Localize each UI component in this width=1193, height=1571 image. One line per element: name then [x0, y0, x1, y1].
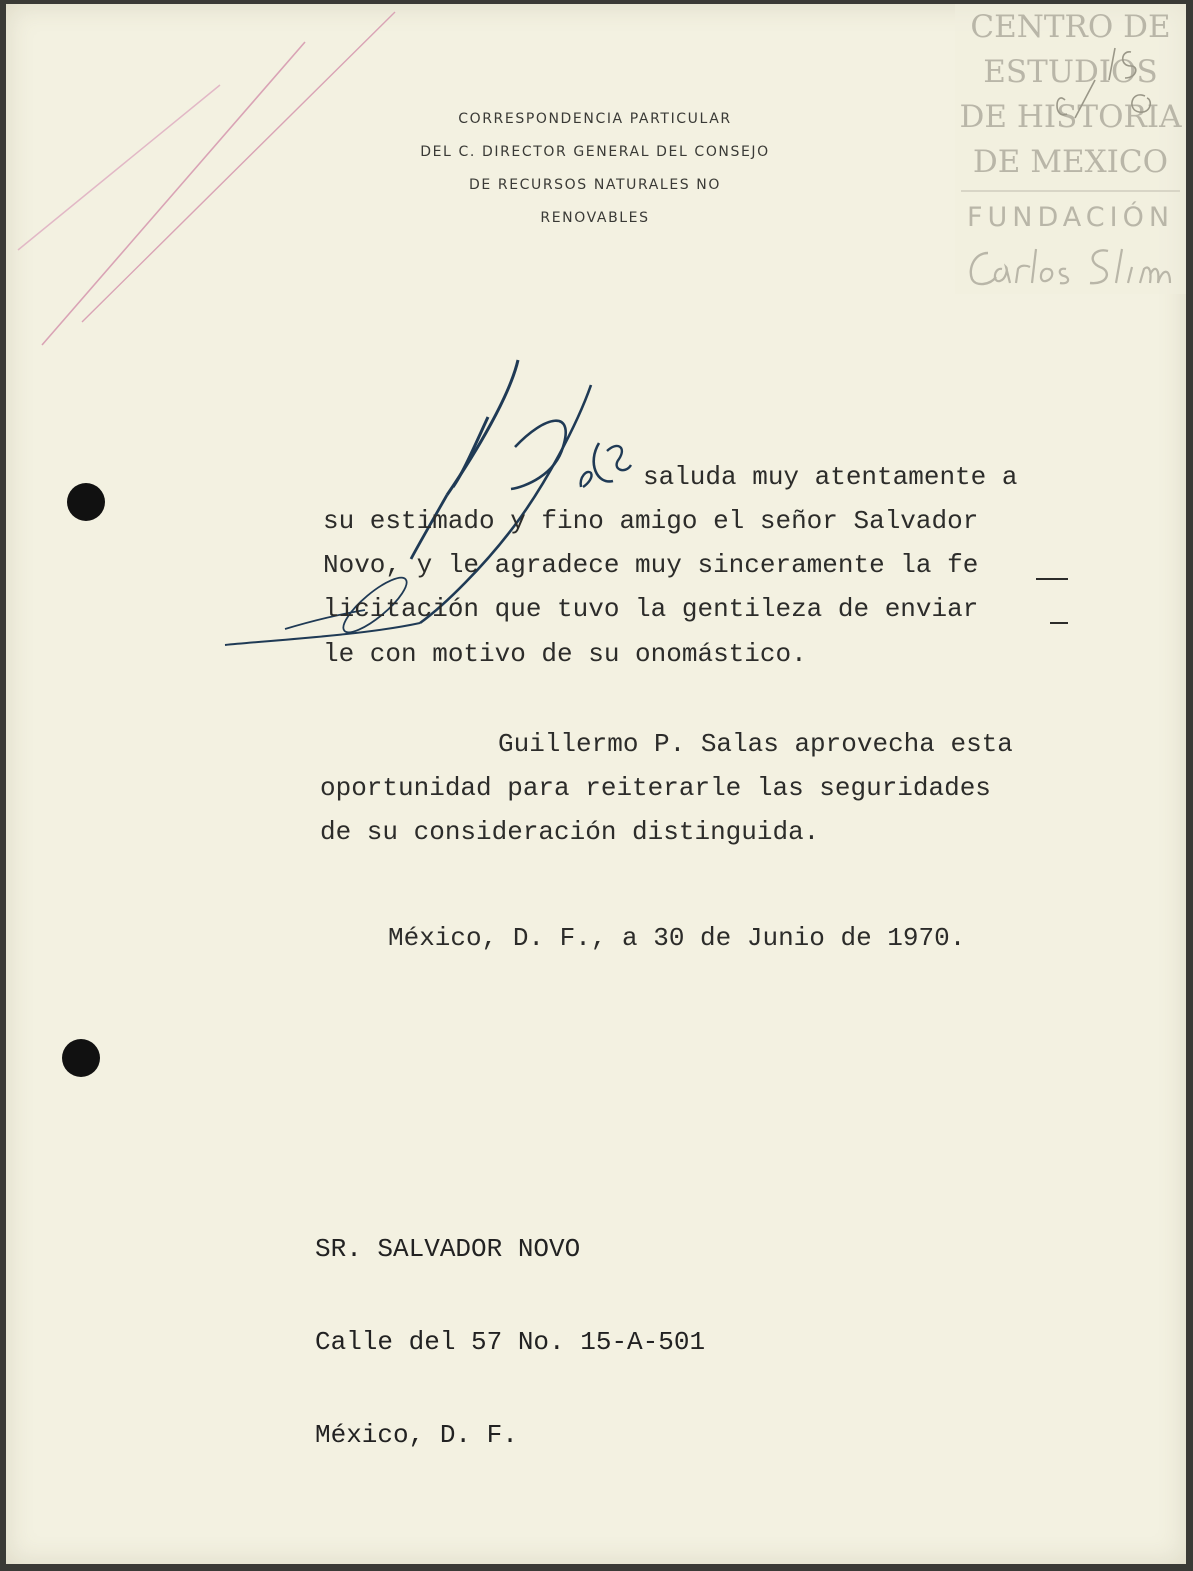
body-line: oportunidad para reiterarle las seguridades: [320, 773, 991, 803]
address-line: SR. SALVADOR NOVO: [315, 1234, 581, 1264]
binder-hole: [62, 1039, 100, 1077]
body-line: su estimado y fino amigo el señor Salvador: [323, 506, 979, 536]
pencil-marks: [0, 0, 420, 360]
stamp-line: DE MEXICO: [972, 144, 1169, 180]
address-line: Calle del 57 No. 15-A-501: [315, 1327, 706, 1357]
hyphen-mark: [1036, 578, 1068, 580]
hyphen-mark: [1050, 622, 1068, 624]
letterhead-line: DEL C. DIRECTOR GENERAL DEL CONSEJO: [420, 144, 770, 160]
date-line: México, D. F., a 30 de Junio de 1970.: [388, 923, 966, 953]
stamp-foundation: FUNDACIÓN: [966, 202, 1175, 233]
body-line: licitación que tuvo la gentileza de enviar: [323, 594, 979, 624]
foundation-signature-logo: [960, 239, 1182, 293]
recipient-address: [315, 1172, 705, 1482]
body-line: de su consideración distinguida.: [320, 817, 820, 847]
letterhead-line: RENOVABLES: [540, 210, 650, 226]
body-line: Guillermo P. Salas aprovecha esta: [498, 729, 1013, 759]
stamp-line: DE HISTORIA: [959, 99, 1182, 135]
letterhead-line: CORRESPONDENCIA PARTICULAR: [458, 111, 732, 127]
letterhead: [360, 103, 830, 235]
address-line: México, D. F.: [315, 1420, 518, 1450]
body-line: le con motivo de su onomástico.: [323, 639, 807, 669]
body-line: saluda muy atentamente a: [643, 462, 1018, 492]
stamp-line: CENTRO DE: [970, 9, 1171, 45]
body-line: Novo, y le agradece muy sinceramente la fe: [323, 550, 979, 580]
binder-hole: [67, 483, 105, 521]
stamp-line: ESTUDIOS: [983, 54, 1158, 90]
letterhead-line: DE RECURSOS NATURALES NO: [468, 177, 722, 193]
pencil-annotation: [1035, 40, 1175, 120]
stamp-divider: [961, 190, 1180, 192]
